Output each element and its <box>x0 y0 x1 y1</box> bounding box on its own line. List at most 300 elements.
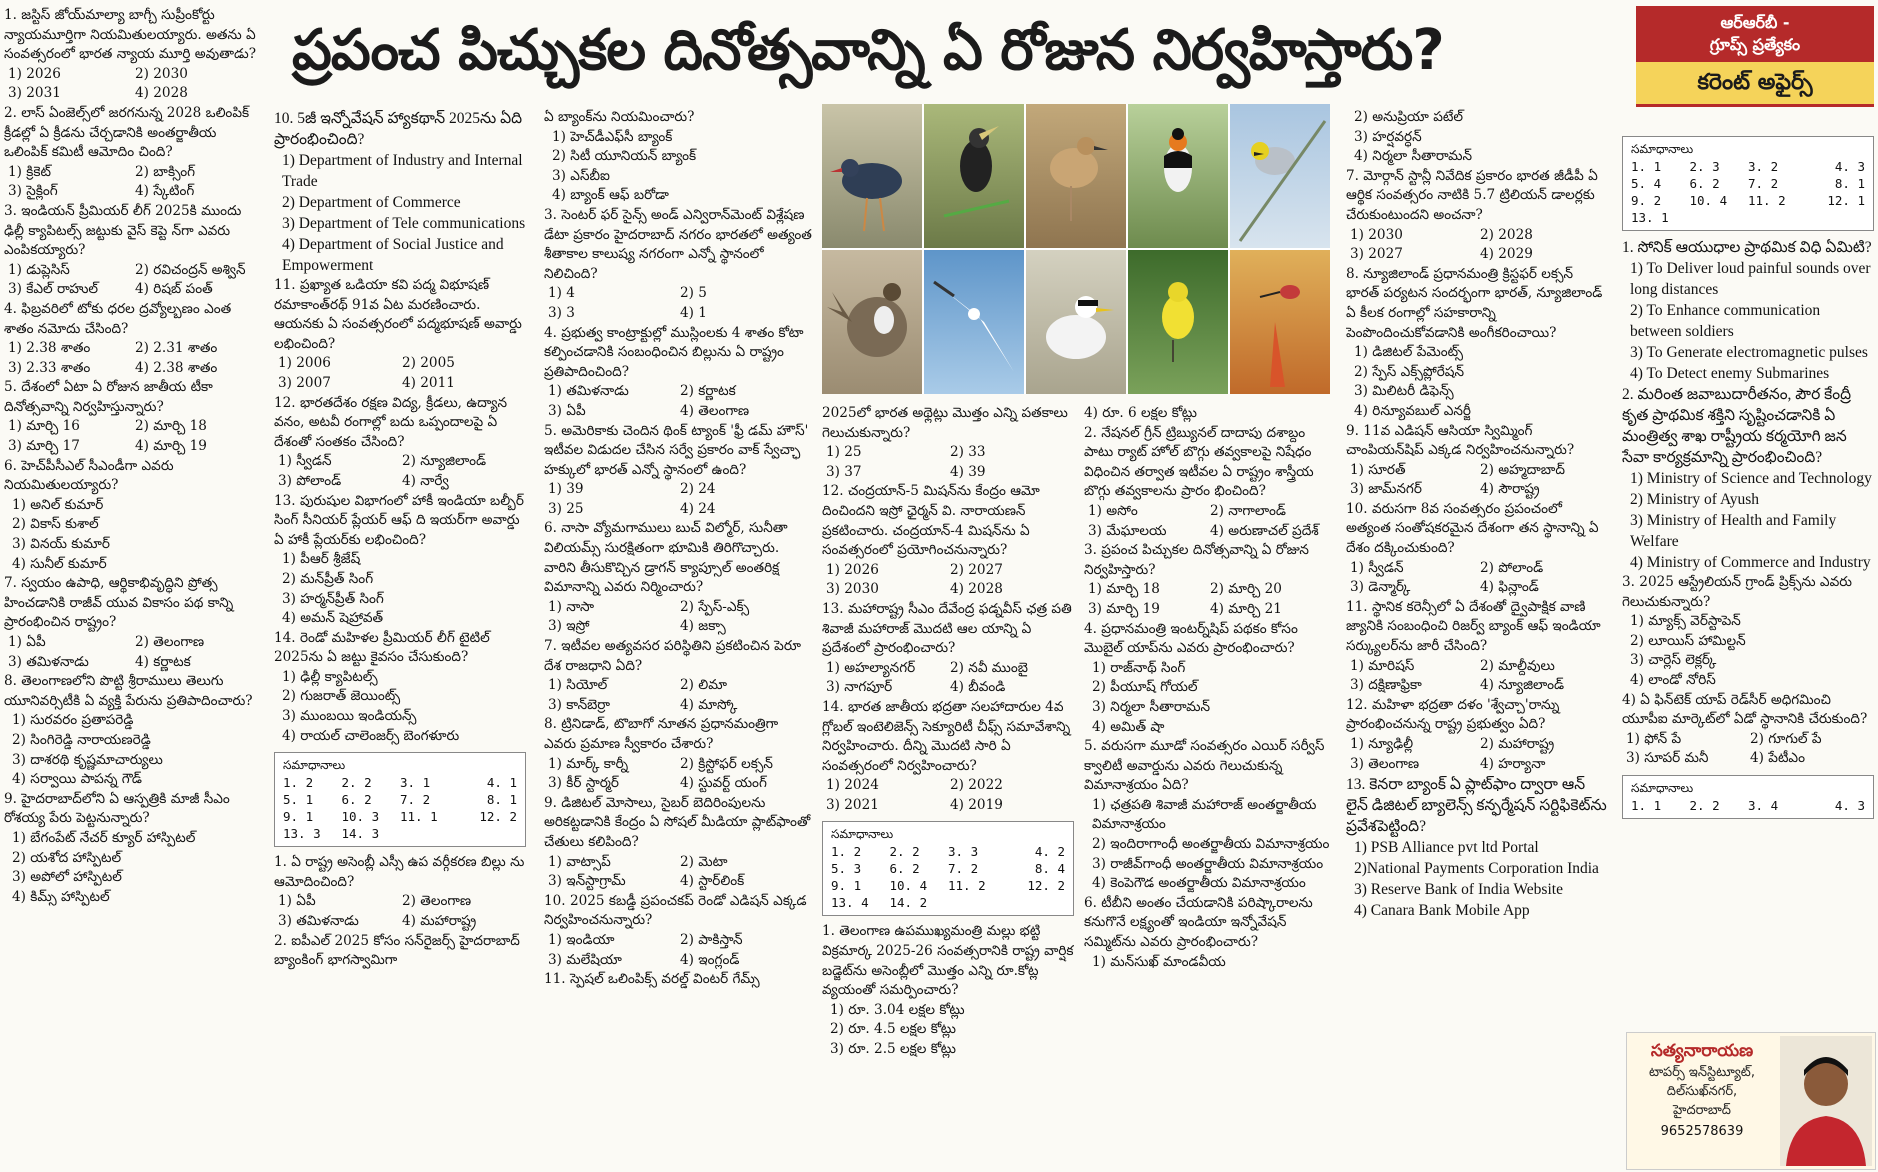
option: 2) 2.31 శాతం <box>135 340 218 357</box>
question-item <box>544 108 812 206</box>
option-row <box>1346 226 1610 246</box>
option-row <box>822 776 1074 796</box>
question-item <box>1084 737 1332 894</box>
option-row <box>4 437 262 457</box>
option: 2) యశోద హాస్పిటల్ <box>12 849 122 866</box>
answers-row <box>283 825 517 842</box>
option: 3) 2007 <box>278 374 331 391</box>
answer-cell: 7. 2 <box>400 792 431 808</box>
option: 1) 2030 <box>1350 226 1403 243</box>
option: 3) హర్మన్‌ప్రీత్ సింగ్ <box>282 590 384 607</box>
bird-photo-2 <box>924 104 1024 248</box>
bird-photo-5 <box>1230 104 1330 248</box>
author-inst2: దిల్‌సుఖ్‌నగర్, <box>1666 1084 1738 1099</box>
question-item <box>1346 167 1610 265</box>
question-item <box>544 324 812 422</box>
option-row <box>1346 755 1610 775</box>
option: 2) మహారాష్ట్ర <box>1480 736 1555 752</box>
option: 1) ఫోన్ పే <box>1626 730 1682 747</box>
question-item <box>822 482 1074 600</box>
answer-cell: 7. 2 <box>948 861 979 877</box>
option: 4) 2011 <box>402 374 455 391</box>
option: 2) 5 <box>680 285 707 302</box>
answers-row <box>1631 158 1865 175</box>
author-city: హైదరాబాద్ <box>1673 1103 1731 1118</box>
option-row <box>274 892 526 912</box>
answer-cell <box>1807 209 1866 226</box>
option: 2)National Payments Corporation India <box>1354 860 1599 878</box>
column-4 <box>822 404 1074 1168</box>
question-item <box>544 794 812 892</box>
question-text: 8. ట్రినిడాడ్, టొబాగో నూతన ప్రధానమంత్రిగా ఎవరు ప్రమాణ స్వీకారం చేశారు? <box>544 716 779 752</box>
option: 4) న్యూజిలాండ్ <box>1480 677 1565 694</box>
question-text: 8. తెలంగాణలోని పొట్టి శ్రీరాములు తెలుగు యూనివర్సిటీకి ఏ వ్యక్తి పేరును ప్రతిపాదించారు? <box>4 673 253 709</box>
option: 1) 2.38 శాతం <box>8 340 91 357</box>
option: 3) రూ. 2.5 లక్షల కోట్లు <box>830 1041 956 1058</box>
option: 4) రిషబ్ పంత్ <box>135 281 213 298</box>
answer-cell: 5. 4 <box>1631 176 1662 191</box>
option: 2) తెలంగాణ <box>402 893 472 910</box>
option: 3) 37 <box>826 463 862 480</box>
option-row <box>274 912 526 932</box>
option: 2) బాక్సింగ్ <box>135 163 196 180</box>
option-row <box>1346 245 1610 265</box>
question-item <box>4 457 262 575</box>
question-item <box>274 108 526 276</box>
option: 4) సర్వాయి పాపన్న గౌడ్ <box>12 771 142 788</box>
option-row <box>1346 480 1610 500</box>
brand-line1: ఆర్‌ఆర్‌బీ - <box>1720 13 1790 32</box>
option: 3) సైక్లింగ్ <box>8 183 58 200</box>
option: 3) డెన్మార్క్ <box>1350 579 1411 596</box>
option: 3) ఎస్‌బీఐ <box>552 167 610 184</box>
question-text: 12. మహిళా భద్రతా దళం 'శ్వేచ్చా'రాన్ను ప్రారంభించనున్న రాష్ట్ర ప్రభుత్వం ఏది? <box>1346 696 1560 733</box>
option: 3) ఏపీ <box>548 402 586 419</box>
answers-box <box>822 821 1074 916</box>
option: 4) మహారాష్ట్ర <box>402 913 477 930</box>
bird-photo-1 <box>822 104 922 248</box>
option: 4) కెంపెగౌడ అంతర్జాతీయ విమానాశ్రయం <box>1092 875 1306 892</box>
option: 2) మెటా <box>680 853 728 870</box>
option: 1) హెచ్‌డీఎఫ్‌సీ బ్యాంక్ <box>552 128 673 145</box>
bird-photo-grid <box>822 104 1330 394</box>
option-row <box>1346 657 1610 677</box>
column-1 <box>4 6 262 1168</box>
option: 2) నవీ ముంబై <box>950 659 1028 676</box>
option: 4) బీవండి <box>950 679 1006 696</box>
question-text: 3. 2025 ఆస్ట్రేలియన్ గ్రాండ్ ప్రిక్స్‌ను ఎవరు గెలుచుకున్నారు? <box>1622 574 1852 610</box>
option: 2) స్పేస్-ఎక్స్ <box>680 598 750 615</box>
question-item <box>1346 422 1610 500</box>
option: 4) 39 <box>950 463 986 480</box>
option: 3) తమిళనాడు <box>8 653 89 670</box>
option: 4) పేటీఎం <box>1750 750 1805 767</box>
option-row <box>1346 559 1610 579</box>
question-item <box>544 519 812 637</box>
question-text: 10. 2025 కబడ్డీ ప్రపంచకప్ రెండో ఎడిషన్ ఎక్కడ నిర్వహించనున్నారు? <box>544 892 807 929</box>
answer-cell: 3. 3 <box>948 844 979 860</box>
option: 1) 2024 <box>826 777 879 794</box>
question-item <box>1622 691 1874 769</box>
option: 4) తెలంగాణ <box>680 402 750 419</box>
answer-cell <box>459 825 518 842</box>
column-5 <box>1084 404 1332 1168</box>
option: 1) ఛత్రపతి శివాజీ మహారాజ్ అంతర్జాతీయ విమానాశ్రయం <box>1092 796 1317 833</box>
question-text: 11. స్పెషల్ ఒలింపిక్స్ వరల్డ్ వింటర్ గేమ్స్ <box>544 971 760 988</box>
question-text: 1. సోనిక్ ఆయుధాల ప్రాథమిక విధి ఏమిటి? <box>1622 239 1872 256</box>
option: 2) 2005 <box>402 355 455 372</box>
option: 4) స్టువర్ట్ యంగ్ <box>680 775 767 792</box>
option: 1) స్వీడన్ <box>1350 559 1404 576</box>
option: 4) 2029 <box>1480 246 1533 263</box>
option: 3) తెలంగాణ <box>1350 755 1420 772</box>
option: 3) To Generate electromagnetic pulses <box>1630 344 1868 361</box>
option: 4) 2.38 శాతం <box>135 359 218 376</box>
option: 3) తమిళనాడు <box>278 913 359 930</box>
option: 1) బేగంపేట్ నేచర్ క్యూర్ హాస్పిటల్ <box>12 829 196 846</box>
answer-cell: 8. 1 <box>1834 176 1865 191</box>
option: 4) నార్వే <box>402 472 449 489</box>
answers-row <box>1631 797 1865 814</box>
answer-cell <box>948 894 1007 911</box>
option-row <box>1084 502 1332 522</box>
option: 1) Department of Industry and Internal Trade <box>282 152 523 190</box>
question-item <box>4 104 262 202</box>
option-row <box>274 354 526 374</box>
bird-photo-3 <box>1026 104 1126 248</box>
answer-cell: 2. 2 <box>341 775 372 791</box>
option: 1) డిజిటల్ పేమెంట్స్ <box>1354 344 1464 361</box>
answer-cell <box>1690 209 1749 226</box>
option: 3) 2030 <box>826 581 879 598</box>
option: 3) మార్చి 17 <box>8 438 80 455</box>
option-row <box>274 452 526 472</box>
question-text: 9. 11వ ఎడిషన్ ఆసియా స్విమ్మింగ్ చాంపియన్‌షిప్ ఎక్కడ నిర్వహించనున్నారు? <box>1346 422 1575 459</box>
question-text: 12. భారతదేశం రక్షణ విద్య, క్రీడలు, ఉద్యాన వనం, అటవీ రంగాల్లో బదు ఒప్పందాలపై ఏ దేశంతో సంతకం చేసింది? <box>274 394 508 450</box>
option: 3) 2021 <box>826 796 879 813</box>
option: 2) Department of Commerce <box>282 194 461 211</box>
option: 2) నాగాలాండ్ <box>1210 502 1286 519</box>
option: 2) To Enhance communication between soldiers <box>1630 302 1821 340</box>
answer-cell: 9. 2 <box>1631 193 1662 208</box>
option: 1) మారిషస్ <box>1350 657 1415 674</box>
question-text: 2. ఐపీఎల్ 2025 కోసం సన్‌రైజర్స్ హైదరాబాద్ బ్యాంకింగ్ భాగస్వామిగా <box>274 932 520 969</box>
option: 2) మన్‌ప్రీత్ సింగ్ <box>282 570 374 587</box>
question-item <box>1346 108 1610 167</box>
option: 1) 2026 <box>8 65 61 82</box>
column-6 <box>1346 108 1610 1168</box>
option-row <box>544 931 812 951</box>
brand-box <box>1636 6 1874 107</box>
option-row <box>544 951 812 971</box>
option: 1) క్రికెట్ <box>8 163 51 180</box>
question-text: 4. ప్రధానమంత్రి ఇంటర్న్‌షిప్ పథకం కోసం మొబైల్ యాప్‌ను ఎవరు ప్రారంభించారు? <box>1084 620 1298 657</box>
option: 4) To Detect enemy Submarines <box>1630 365 1830 382</box>
question-text: 5. వరుసగా మూడో సంవత్సరం ఎయిర్ సర్వీస్ క్వాలిటీ అవార్డును ఎవరు గెలుచుకున్న విమానాశ్రయం ఏది? <box>1084 738 1325 794</box>
option: 1) Ministry of Science and Technology <box>1630 470 1872 487</box>
option: 2) లూయిస్ హామిల్టన్ <box>1630 632 1746 649</box>
option: 3) వినయ్ కుమార్ <box>12 536 110 553</box>
answer-cell: 13. 3 <box>283 826 321 842</box>
option: 2) 2030 <box>135 65 188 82</box>
option: 4) స్కేటింగ్ <box>135 183 195 200</box>
option: 2) రవిచంద్రన్ అశ్విన్ <box>135 261 246 278</box>
option: 1) వాట్సాప్ <box>548 853 611 870</box>
answer-cell: 9. 1 <box>831 878 862 894</box>
answer-cell: 6. 2 <box>341 792 372 808</box>
option: 1) నాసా <box>548 598 594 615</box>
answer-cell: 6. 2 <box>889 861 920 877</box>
option: 1) ఇండియా <box>548 931 615 948</box>
option-row <box>4 417 262 437</box>
option-row <box>544 304 812 324</box>
author-photo <box>1780 1036 1872 1166</box>
option: 2) న్యూజిలాండ్ <box>402 453 487 470</box>
option: 2) మార్చి 20 <box>1210 581 1282 598</box>
answers-label: సమాధానాలు <box>831 827 894 842</box>
option: 2) ఇందిరాగాంధీ అంతర్జాతీయ విమానాశ్రయం <box>1092 836 1330 853</box>
option: 3) 2.33 శాతం <box>8 359 91 376</box>
option: 1) డుప్లెసిస్ <box>8 261 70 278</box>
option: 1) 25 <box>826 444 862 461</box>
question-text: 14. రెండో మహిళల ప్రీమియర్ లీగ్ టైటిల్ 2025ను ఏ జట్టు కైవసం చేసుకుంది? <box>274 629 490 666</box>
option: 2) అహ్మదాబాద్ <box>1480 461 1565 478</box>
answers-row <box>1631 192 1865 209</box>
option: 2) తెలంగాణ <box>135 634 205 650</box>
option-row <box>4 163 262 183</box>
question-text: 10. వరుసగా 8వ సంవత్సరం ప్రపంచంలో అత్యంత సంతోషకరమైన దేశంగా తన స్థానాన్ని ఏ దేశం దక్కించుకుంది? <box>1346 500 1599 557</box>
option: 4) మార్చి 19 <box>135 438 207 455</box>
option: 3) 2027 <box>1350 246 1403 263</box>
bird-photo-8 <box>1026 250 1126 394</box>
question-item <box>544 206 812 324</box>
option-row <box>822 561 1074 581</box>
question-text: 8. న్యూజిలాండ్ ప్రధానమంత్రి క్రిస్టఫర్ లక్సన్ భారత్ పర్యటన సందర్భంగా భారత్, న్యూజిలాండ్ ఏ కీలక రంగాల్లో సహకారాన్ని పెంపొందించుకోవడానికి అంగీకరించాయి? <box>1346 265 1603 341</box>
question-text: 7. ఇటీవల అత్యవసర పరిస్థితిని ప్రకటించిన పెరూ దేశ రాజధాని ఏది? <box>544 638 801 674</box>
column-3 <box>544 108 812 1168</box>
question-item <box>4 202 262 300</box>
question-text: 3. సెంటర్ ఫర్ సైన్స్ అండ్ ఎన్విరాన్‌మెంట్ విశ్లేషణ డేటా ప్రకారం హైదరాబాద్ నగరం భారతలో అత్యంత శీతాకాల కాలుష్య నగరంగా ఎన్నో స్థానంలో నిలిచింది? <box>544 206 812 282</box>
answer-cell: 1. 1 <box>1631 159 1662 174</box>
option: 2) 2027 <box>950 561 1003 578</box>
answer-cell <box>1007 894 1066 911</box>
question-item <box>1084 620 1332 738</box>
option: 4) స్టార్‌లింక్ <box>680 873 745 890</box>
option: 2) రూ. 4.5 లక్షల కోట్లు <box>830 1021 956 1038</box>
option: 4) ఫిన్లాండ్ <box>1480 579 1539 596</box>
option: 3) కాన్‌బెర్రా <box>548 696 611 713</box>
question-item <box>4 300 262 378</box>
option: 4) సౌరాష్ట్ర <box>1480 481 1540 498</box>
question-item <box>822 404 1074 482</box>
option: 1) 2026 <box>826 561 879 578</box>
option: 1) ఏపీ <box>278 893 316 910</box>
question-text: 2025లో భారత అథ్లెట్లు మొత్తం ఎన్ని పతకాలు గెలుచుకున్నారు? <box>822 405 1068 441</box>
question-item <box>4 672 262 790</box>
option: 4) రాయల్ చాలెంజర్స్ బెంగళూరు <box>282 727 460 744</box>
option: 3) కీర్ స్టార్మర్ <box>548 775 619 792</box>
answer-cell: 11. 2 <box>948 878 986 894</box>
option: 1) అనిల్ కుమార్ <box>12 496 104 513</box>
answer-cell: 4. 1 <box>486 775 517 791</box>
option: 4) 2028 <box>950 581 1003 598</box>
bird-photo-4 <box>1128 104 1228 248</box>
option: 2) అనుప్రియా పటేల్ <box>1354 109 1464 125</box>
option-row <box>4 65 262 85</box>
option: 1) ఏపీ <box>8 634 46 650</box>
option: 4) ఇంగ్లండ్ <box>680 951 740 968</box>
option-row <box>1622 749 1874 769</box>
answer-cell: 7. 2 <box>1748 176 1779 191</box>
option: 3) రాజీవ్‌గాంధీ అంతర్జాతీయ విమానాశ్రయం <box>1092 855 1324 872</box>
question-text: 1. ఏ రాష్ట్ర అసెంబ్లీ ఎస్సీ ఉప వర్గీకరణ బిల్లు ను ఆమోదించింది? <box>274 854 525 890</box>
option: 1) న్యూఢిల్లీ <box>1350 736 1414 752</box>
option: 3) నిర్మలా సీతారామన్ <box>1092 698 1211 715</box>
option-row <box>822 796 1074 816</box>
option: 1) మన్‌సుఖ్ మాండవీయ <box>1092 953 1226 970</box>
option: 1) మార్చి 18 <box>1088 581 1160 598</box>
option-row <box>1346 735 1610 755</box>
option-row <box>544 676 812 696</box>
option: 1) ఢిల్లీ క్యాపిటల్స్ <box>282 668 378 685</box>
option: 2) లిమా <box>680 677 727 694</box>
answers-row <box>831 877 1065 894</box>
question-text: 6. హెచ్‌పీసీఎల్ సీఎండీగా ఎవరు నియమితులయ్యారు? <box>4 457 174 494</box>
option-row <box>544 284 812 304</box>
option-row <box>544 774 812 794</box>
option: 2) 24 <box>680 481 716 498</box>
question-text: 9. హైదరాబాద్‌లోని ఏ ఆస్పత్రికి మాజీ సీఎం రోశయ్య పేరు పెట్టనున్నారు? <box>4 790 230 827</box>
question-text: 3. ఇండియన్ ప్రీమియర్ లీగ్ 2025కి ముందు ఢిల్లీ క్యాపిటల్స్ జట్టుకు వైస్ కెప్టె న్‌గా ఎవరు ఎంపికయ్యారు? <box>4 202 242 259</box>
option: 4) 2019 <box>950 796 1003 813</box>
bird-photo-6 <box>822 250 922 394</box>
answer-cell: 12. 2 <box>479 809 517 825</box>
option: 1) మ్యాక్స్ వెర్‌స్టాపెన్ <box>1630 613 1741 630</box>
option: 2) గుజరాత్ జెయింట్స్ <box>282 688 401 705</box>
option: 4) 1 <box>680 304 707 321</box>
page-headline: ప్రపంచ పిచ్చుకల దినోత్సవాన్ని ఏ రోజున నిర్వహిస్తారు? <box>292 18 1444 83</box>
answer-cell: 11. 2 <box>1748 193 1786 208</box>
question-text: 4) రూ. 6 లక్షల కోట్లు <box>1084 405 1197 421</box>
option-row <box>4 84 262 104</box>
option: 2) పాకిస్తాన్ <box>680 931 743 948</box>
answer-cell: 2. 3 <box>1689 159 1720 174</box>
question-text: ఏ బ్యాంక్‌ను నియమించారు? <box>544 109 695 125</box>
question-item <box>4 6 262 104</box>
question-item <box>1346 598 1610 696</box>
option: 2) గూగుల్ పే <box>1750 730 1822 747</box>
bird-photo-9 <box>1128 250 1228 394</box>
option: 1) స్వీడన్ <box>278 453 332 470</box>
option: 1) To Deliver loud painful sounds over long distances <box>1630 260 1871 298</box>
option: 3) నాగపూర్ <box>826 679 893 696</box>
question-item <box>1346 265 1610 422</box>
option: 2) మార్చి 18 <box>135 418 207 435</box>
answer-cell: 5. 3 <box>831 861 862 877</box>
question-item <box>822 922 1074 1059</box>
option: 3) 3 <box>548 304 575 321</box>
option: 4) సునీల్ కుమార్ <box>12 555 107 572</box>
option: 3) ముంబయి ఇండియన్స్ <box>282 708 417 725</box>
option: 2) పోలాండ్ <box>1480 559 1544 576</box>
question-text: 7. స్వయం ఉపాధి, ఆర్థికాభివృద్ధిని ప్రోత్స హించడానికి రాజీవ్ యువ వికాసం పథ కాన్ని ప్రారంభించిన రాష్ట్రం? <box>4 575 234 631</box>
option: 3) చార్లెస్ లెక్లర్క్ <box>1630 652 1717 669</box>
answers-box <box>1622 775 1874 819</box>
question-text: 12. చంద్రయాన్-5 మిషన్‌ను కేంద్రం ఆమో దించిందని ఇస్రో ఛైర్మన్ వి. నారాయణన్ ప్రకటించారు. చంద్రయాన్-4 మిషన్‌ను ఏ సంవత్సరంలో ప్రయోగించనున్నారు? <box>822 483 1040 559</box>
option-row <box>544 853 812 873</box>
option: 1) మార్క్ కార్నీ <box>548 755 629 772</box>
answers-row <box>283 774 517 791</box>
option: 2) సింగిరెడ్డి నారాయణరెడ్డి <box>12 731 151 748</box>
question-text: 2. మరింత జవాబుదారీతనం, పౌర కేంద్రీ కృత ప్రాథమిక శక్తిని సృష్టించడానికి ఏ మంత్రిత్వ శాఖ రాష్ట్రీయ కర్మయోగి జన సేవా కార్యక్రమాన్ని ప్రారంభించింది? <box>1622 386 1852 466</box>
answer-cell: 4. 3 <box>1834 159 1865 174</box>
option: 3) ఇస్రో <box>548 618 590 635</box>
option: 2) కర్ణాటక <box>680 383 736 400</box>
bird-photo-7 <box>924 250 1024 394</box>
answer-cell: 2. 2 <box>889 844 920 860</box>
question-text: 4. ఫిబ్రవరిలో టోకు ధరల ద్రవ్యోల్బణం ఎంత శాతం నమోదు చేసింది? <box>4 300 232 337</box>
question-item <box>1346 500 1610 598</box>
question-text: 4) ఏ ఫిన్‌టెక్ యాప్ రెడ్‌సీర్ అధిగమించి యూపీఐ మార్కెట్‌లో ఏడో స్థానానికి చేరుకుంది? <box>1622 691 1868 728</box>
option: 4) అరుణాచల్ ప్రదేశ్ <box>1210 522 1319 539</box>
question-item <box>274 276 526 394</box>
option: 4) మాస్కో <box>680 696 738 713</box>
question-item <box>1346 774 1610 921</box>
answers-row <box>831 894 1065 911</box>
question-item <box>544 970 812 990</box>
question-text: 13. కెనరా బ్యాంక్ ఏ ప్లాట్‌ఫాం ద్వారా ఆన్ లైన్ డిజిటల్ బ్యాలెన్స్ కన్ఫర్మేషన్ సర్టిఫికెట్‌ను ప్రవేశపెట్టింది? <box>1346 776 1607 836</box>
option-row <box>4 633 262 653</box>
option: 3) దాశరథి కృష్ణమాచార్యులు <box>12 751 163 768</box>
brand-line2: గ్రూప్స్ ప్రత్యేకం <box>1709 35 1801 54</box>
answer-cell: 1. 1 <box>1631 797 1662 813</box>
option-row <box>544 500 812 520</box>
option: 3) పోలాండ్ <box>278 472 342 489</box>
answer-cell: 11. 1 <box>400 809 438 825</box>
answer-cell: 8. 1 <box>486 792 517 808</box>
option: 4) Canara Bank Mobile App <box>1354 902 1530 920</box>
answer-cell: 3. 4 <box>1748 797 1779 813</box>
question-text: 5. దేశంలో ఏటా ఏ రోజున జాతీయ టీకా దినోత్సవాన్ని నిర్వహిస్తున్నారు? <box>4 379 213 415</box>
answer-cell: 8. 4 <box>1034 861 1065 877</box>
question-item <box>274 932 526 971</box>
option: 1) PSB Alliance pvt ltd Portal <box>1354 839 1539 857</box>
option: 2) సిటీ యూనియన్ బ్యాంక్ <box>552 148 697 165</box>
bird-photo-10 <box>1230 250 1330 394</box>
question-text: 13. పురుషుల విభాగంలో హాకీ ఇండియా బల్బీర్ సింగ్ సీనియర్ ప్లేయర్ ఆఫ్ ది ఇయర్‌గా అవార్డు ఏ హాకీ ప్లేయర్‌కు లభించింది? <box>274 492 524 548</box>
option: 1) రూ. 3.04 లక్షల కోట్లు <box>830 1001 965 1018</box>
option: 4) అమిత్ షా <box>1092 718 1165 735</box>
answers-box <box>274 752 526 847</box>
question-item <box>1622 384 1874 573</box>
answer-cell: 1. 2 <box>283 775 314 791</box>
option-row <box>1084 580 1332 600</box>
question-text: 1. జస్టిస్ జోయ్‌మాల్యా బాగ్చీ సుప్రీంకోర్టు న్యాయమూర్తిగా నియమితులయ్యారు. అతను ఏ సంవత్సరంలో భారత న్యాయ మూర్తి అవుతాడు? <box>4 7 257 63</box>
question-item <box>4 574 262 672</box>
answer-cell: 10. 4 <box>1689 193 1728 208</box>
option-row <box>4 339 262 359</box>
option-row <box>4 359 262 379</box>
question-text: 11. ప్రఖ్యాత ఒడియా కవి పద్మ విభూషణ్ రమాకాంత్‌రథ్ 91వ ఏట మరణించారు. ఆయనకు ఏ సంవత్సరంలో పద్మభూషణ్ అవార్డు లభించింది? <box>274 277 522 352</box>
answer-cell: 10. 4 <box>889 878 928 894</box>
option: 4) హర్యానా <box>1480 755 1546 772</box>
option: 4) కిమ్స్ హాస్పిటల్ <box>12 888 110 905</box>
answers-row <box>831 843 1065 860</box>
option: 1) సూరత్ <box>1350 461 1406 478</box>
option-row <box>1346 578 1610 598</box>
answer-cell: 12. 1 <box>1827 193 1865 208</box>
option-row <box>822 580 1074 600</box>
